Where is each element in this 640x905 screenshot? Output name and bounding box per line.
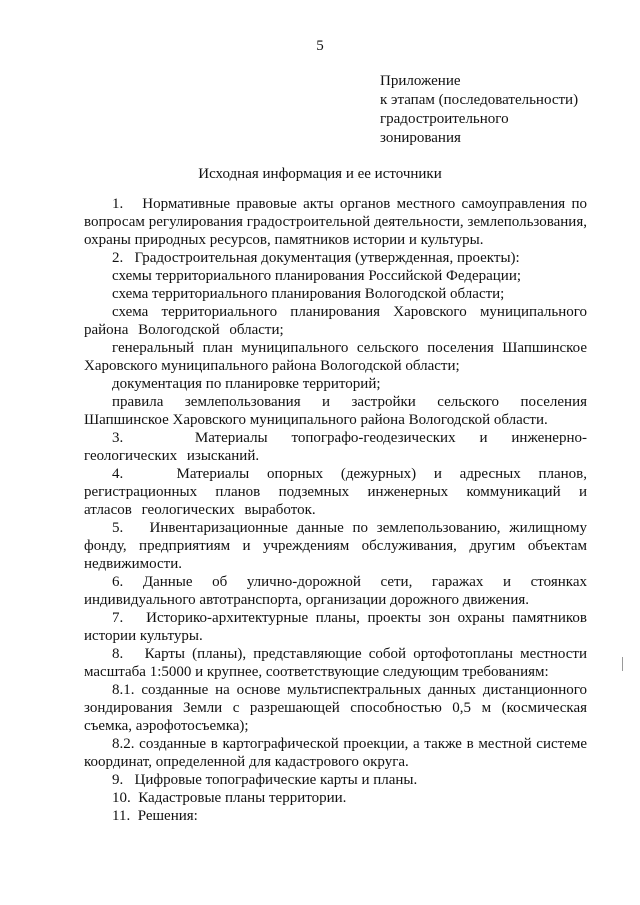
item-2-subitem: генеральный план муниципального сельского поселения Шапшинское Харовского муниципального района Вологодской области; [84,340,587,374]
item-7: 7. Историко-архитектурные планы, проекты зон охраны памятников истории культуры. [84,610,587,644]
item-1: 1. Нормативные правовые акты органов местного самоуправления по вопросам регулирования градостроительной деятельности, землепользования, охраны природных ресурсов, памятников истории и культуры. [84,196,587,248]
document-body [84,195,587,825]
item-5: 5. Инвентаризационные данные по землепользованию, жилищному фонду, предприятиям и учреждениям обслуживания, другим объектам недвижимости. [84,520,587,572]
item-10: 10. Кадастровые планы территории. [112,790,347,806]
page-number: 5 [316,38,324,54]
item-4: 4. Материалы опорных (дежурных) и адресных планов, регистрационных планов подземных инженерных коммуникаций и атласов геологических выработок. [84,466,587,518]
item-8-2: 8.2. созданные в картографической проекции, а также в местной системе координат, определенной для кадастрового округа. [84,736,587,770]
annex-line: градостроительного [380,111,509,127]
item-2-subitem: схема территориального планирования Вологодской области; [112,286,505,302]
item-2: 2. Градостроительная документация (утвержденная, проекты): [112,250,520,266]
annex-line: к этапам (последовательности) [380,92,579,108]
document-title: Исходная информация и ее источники [198,166,442,182]
item-8: 8. Карты (планы), представляющие собой ортофотопланы местности масштаба 1:5000 и крупнее, соответствующие следующим требованиям: [84,646,587,680]
annex-line: Приложение [380,73,461,89]
item-8-1: 8.1. созданные на основе мультиспектральных данных дистанционного зондирования Земли с разрешающей способностью 0,5 м (космическая съемка, аэрофотосъемка); [84,682,587,734]
item-2-subitem: документация по планировке территорий; [112,376,381,392]
item-6: 6. Данные об улично-дорожной сети, гаражах и стоянках индивидуального автотранспорта, организации дорожного движения. [84,574,587,608]
scan-edge-mark [622,657,623,671]
annex-header [380,72,620,148]
item-3: 3. Материалы топографо-геодезических и инженерно-геологических изысканий. [84,430,587,464]
annex-line: зонирования [380,130,461,146]
item-2-subitem: правила землепользования и застройки сельского поселения Шапшинское Харовского муниципального района Вологодской области. [84,394,587,428]
item-9: 9. Цифровые топографические карты и планы. [112,772,418,788]
item-2-subitem: схемы территориального планирования Российской Федерации; [112,268,522,284]
item-11: 11. Решения: [112,808,198,824]
item-2-subitem: схема территориального планирования Харовского муниципального района Вологодской области; [84,304,587,338]
